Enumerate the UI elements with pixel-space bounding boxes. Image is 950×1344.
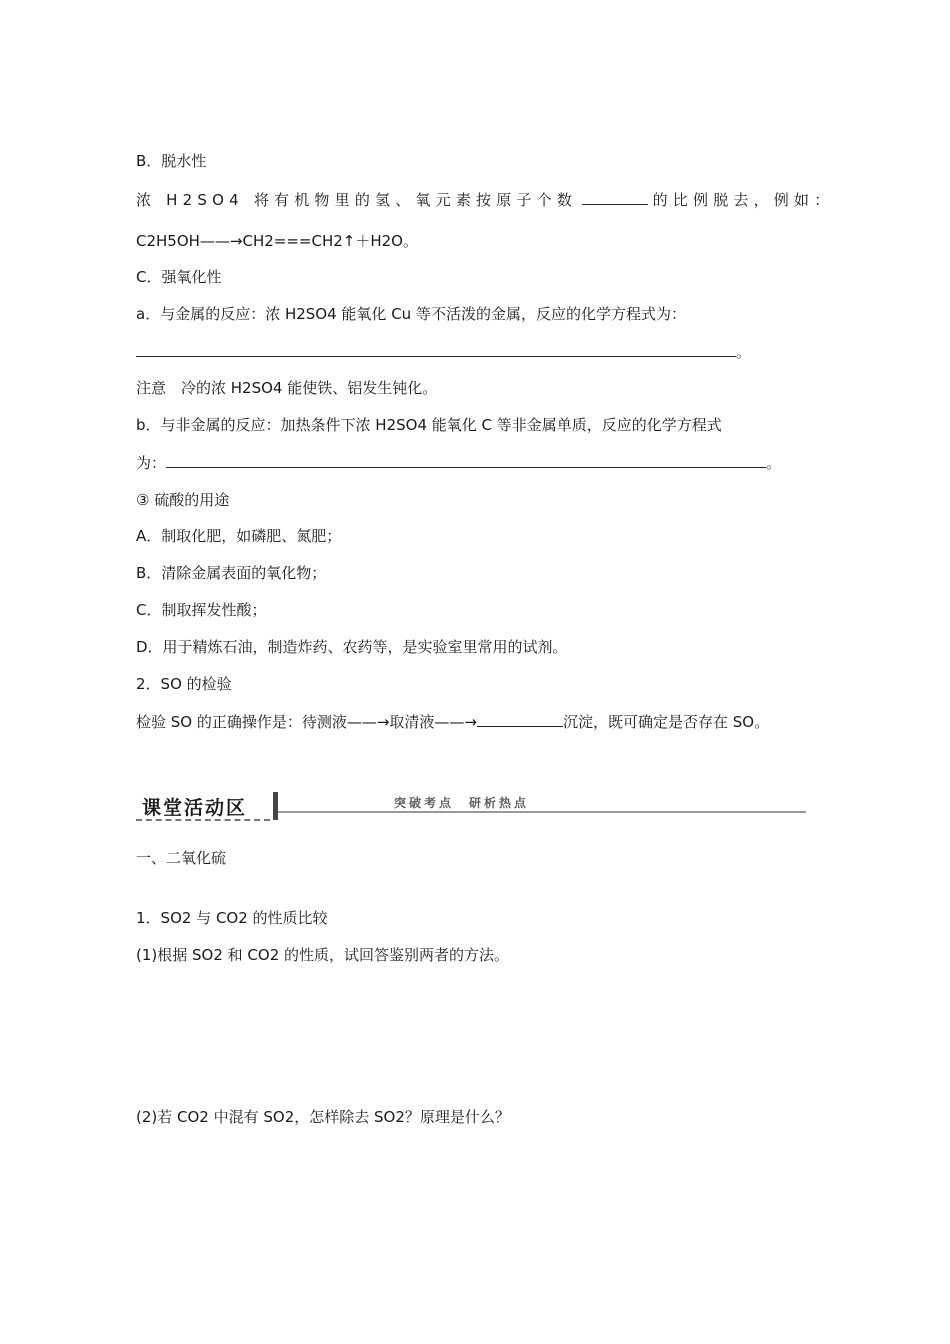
dehydration-equation: C2H5OH——→CH2===CH2↑＋H2O。 [136, 232, 418, 250]
sulfate-test-blank[interactable] [477, 711, 563, 727]
banner-rule-line [278, 811, 806, 813]
use-item-c: C．制取挥发性酸； [136, 601, 267, 619]
nonmetal-equation-blank[interactable] [166, 452, 766, 468]
classroom-activity-banner [136, 790, 806, 824]
nonmetal-equation-line [136, 452, 781, 473]
passivation-note: 注意 冷的浓 H2SO4 能使铁、铝发生钝化。 [136, 379, 438, 397]
metal-equation-blank[interactable] [136, 341, 736, 357]
sulfate-test-prefix: 检验 SO 的正确操作是：待测液——→取清液——→ [136, 713, 478, 731]
metal-equation-line [136, 341, 751, 362]
question-1-part-2: (2)若 CO2 中混有 SO2，怎样除去 SO2？原理是什么？ [136, 1108, 510, 1126]
dehydration-title: B．脱水性 [136, 152, 207, 170]
metal-equation-period: 。 [736, 343, 752, 361]
nonmetal-equation-prefix: 为： [136, 454, 167, 472]
dehydration-desc-prefix: 浓 H2SO4 将有机物里的氢、氧元素按原子个数 [136, 191, 578, 209]
banner-dashed-underline [136, 819, 270, 821]
oxidizing-title: C．强氧化性 [136, 268, 222, 286]
section-heading-so2: 一、二氧化硫 [136, 849, 227, 867]
use-item-b: B．清除金属表面的氧化物； [136, 564, 327, 582]
sulfate-test-suffix: 沉淀，既可确定是否存在 SO。 [563, 713, 770, 731]
question-1-part-1: (1)根据 SO2 和 CO2 的性质，试回答鉴别两者的方法。 [136, 946, 510, 964]
use-item-d: D．用于精炼石油，制造炸药、农药等，是实验室里常用的试剂。 [136, 638, 568, 656]
use-item-a: A．制取化肥，如磷肥、氮肥； [136, 527, 342, 545]
dehydration-description [136, 189, 834, 210]
sulfate-test-procedure [136, 711, 769, 732]
nonmetal-reaction-text: b．与非金属的反应：加热条件下浓 H2SO4 能氧化 C 等非金属单质，反应的化学方程式 [136, 416, 722, 434]
sulfuric-acid-uses-title: ③ 硫酸的用途 [136, 491, 230, 509]
banner-divider-bar [273, 792, 278, 820]
banner-subtitle: 突破考点 研析热点 [394, 796, 530, 810]
metal-reaction-text: a．与金属的反应：浓 H2SO4 能氧化 Cu 等不活泼的金属，反应的化学方程式为： [136, 305, 686, 323]
nonmetal-equation-period: 。 [766, 454, 782, 472]
question-1-title: 1．SO2 与 CO2 的性质比较 [136, 909, 328, 927]
banner-title: 课堂活动区 [142, 797, 248, 819]
sulfate-test-title: 2．SO 的检验 [136, 675, 232, 693]
dehydration-desc-suffix: 的比例脱去，例如： [652, 191, 835, 209]
ratio-answer-blank[interactable] [582, 189, 648, 205]
